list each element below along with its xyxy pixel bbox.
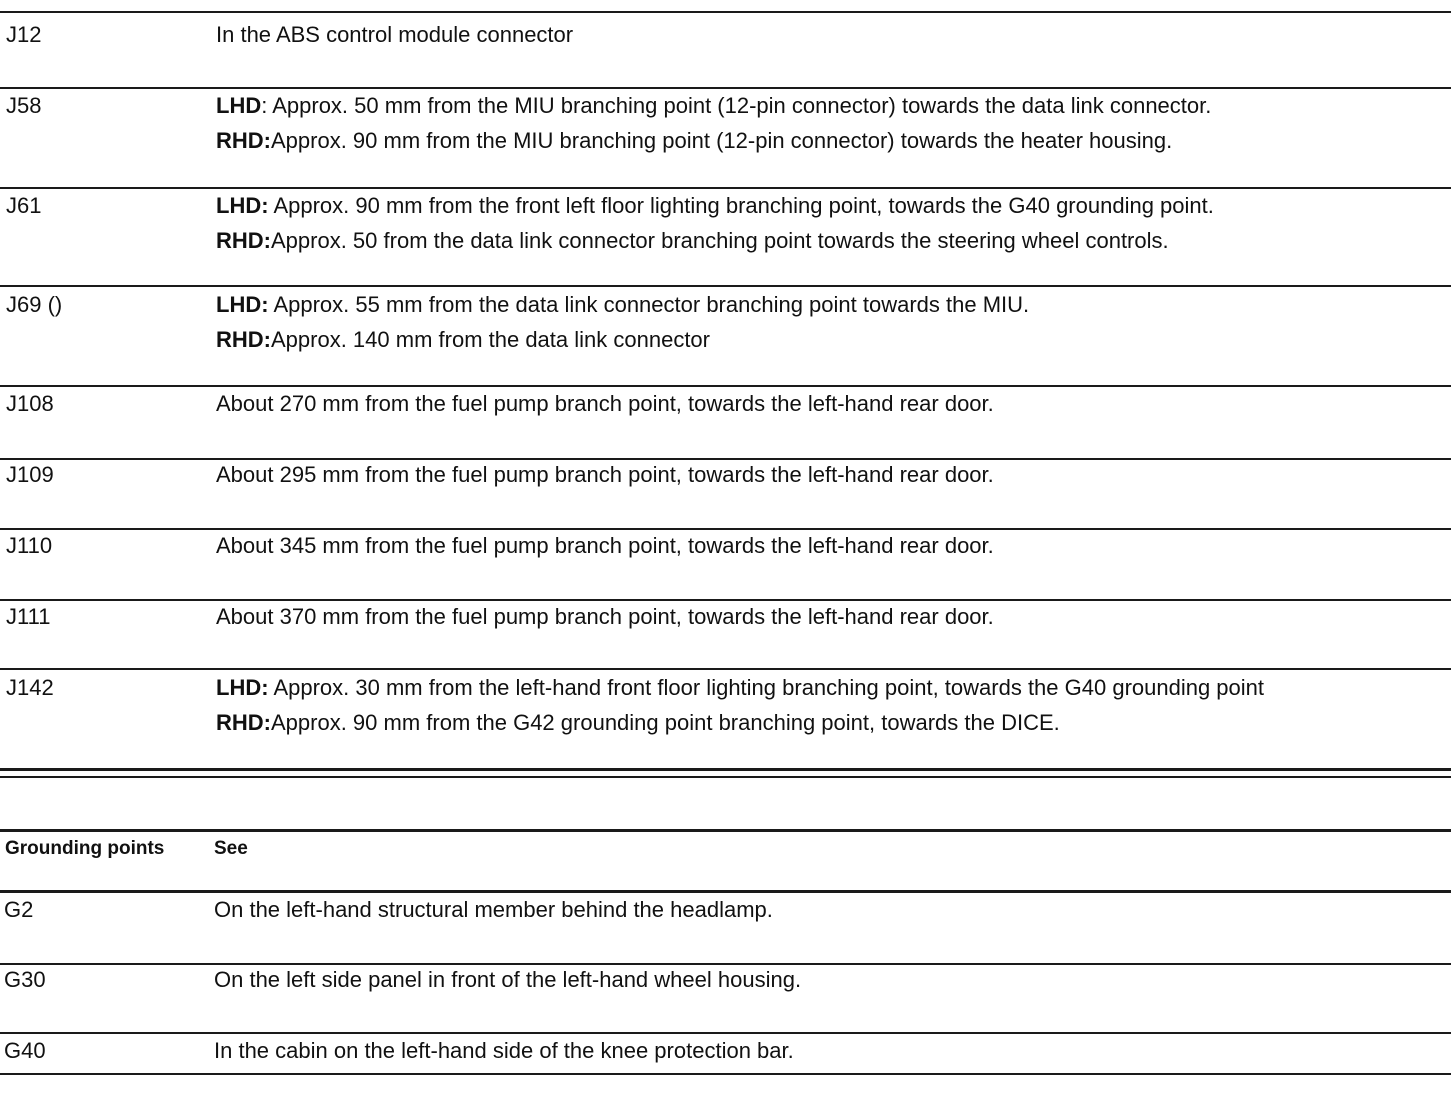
row-divider (0, 11, 1451, 13)
grounding-description (214, 892, 773, 927)
junction-code: J69 () (6, 292, 63, 317)
junction-code: J61 (6, 193, 42, 218)
grounding-code: G2 (4, 897, 34, 922)
rhd-text: Approx. 90 mm from the MIU branching point (12-pin connector) towards the heater housing. (271, 128, 1173, 153)
junction-description (216, 457, 994, 492)
junction-code: J108 (6, 391, 54, 416)
rhd-label: RHD: (216, 228, 271, 253)
junction-description (216, 17, 573, 52)
lhd-text: Approx. 30 mm from the left-hand front floor lighting branching point, towards the G40 grounding point (268, 675, 1265, 700)
lhd-line (216, 88, 1211, 123)
rhd-text: Approx. 50 from the data link connector branching point towards the steering wheel controls. (271, 228, 1169, 253)
grounding-code: G30 (4, 967, 46, 992)
junction-description (216, 88, 1211, 158)
junction-description (216, 599, 994, 634)
junction-code: J12 (6, 22, 42, 47)
description-text: In the cabin on the left-hand side of the knee protection bar. (214, 1038, 794, 1063)
junction-description (216, 188, 1214, 258)
grounding-header-top-rule (0, 829, 1451, 832)
junction-code: J109 (6, 462, 54, 487)
rhd-label: RHD: (216, 710, 271, 735)
lhd-line (216, 287, 1029, 322)
lhd-text: : Approx. 50 mm from the MIU branching point (12-pin connector) towards the data link connector. (261, 93, 1212, 118)
junction-code: J142 (6, 675, 54, 700)
lhd-label: LHD: (216, 292, 269, 317)
lhd-label: LHD (216, 93, 262, 118)
junction-description (216, 386, 994, 421)
grounding-description (214, 1033, 794, 1068)
junction-description (216, 528, 994, 563)
grounding-points-header: Grounding points (5, 838, 165, 859)
rhd-line (216, 123, 1211, 158)
description-text: About 270 mm from the fuel pump branch point, towards the left-hand rear door. (216, 391, 994, 416)
lhd-text: Approx. 90 mm from the front left floor lighting branching point, towards the G40 grounding point. (268, 193, 1214, 218)
junction-code: J111 (6, 604, 51, 629)
rhd-label: RHD: (216, 327, 271, 352)
rhd-text: Approx. 90 mm from the G42 grounding point branching point, towards the DICE. (271, 710, 1060, 735)
junction-code: J110 (6, 533, 53, 558)
description-text: About 295 mm from the fuel pump branch point, towards the left-hand rear door. (216, 462, 994, 487)
grounding-description (214, 962, 801, 997)
rhd-line (216, 322, 1029, 357)
rhd-line (216, 705, 1264, 740)
table-bottom-rule (0, 1073, 1451, 1075)
lhd-label: LHD: (216, 675, 269, 700)
junction-description (216, 287, 1029, 357)
description-text: On the left-hand structural member behind the headlamp. (214, 897, 773, 922)
lhd-line (216, 188, 1214, 223)
see-header: See (214, 838, 248, 859)
lhd-label: LHD: (216, 193, 269, 218)
description-text: About 370 mm from the fuel pump branch point, towards the left-hand rear door. (216, 604, 994, 629)
table-end-rule (0, 768, 1451, 771)
rhd-line (216, 223, 1214, 258)
rhd-label: RHD: (216, 128, 271, 153)
lhd-line (216, 670, 1264, 705)
junction-code: J58 (6, 93, 42, 118)
rhd-text: Approx. 140 mm from the data link connector (271, 327, 710, 352)
description-text: In the ABS control module connector (216, 22, 574, 47)
table-end-rule (0, 776, 1451, 778)
description-text: On the left side panel in front of the left-hand wheel housing. (214, 967, 802, 992)
lhd-text: Approx. 55 mm from the data link connector branching point towards the MIU. (268, 292, 1030, 317)
grounding-code: G40 (4, 1038, 46, 1063)
description-text: About 345 mm from the fuel pump branch point, towards the left-hand rear door. (216, 533, 994, 558)
junction-description (216, 670, 1264, 740)
